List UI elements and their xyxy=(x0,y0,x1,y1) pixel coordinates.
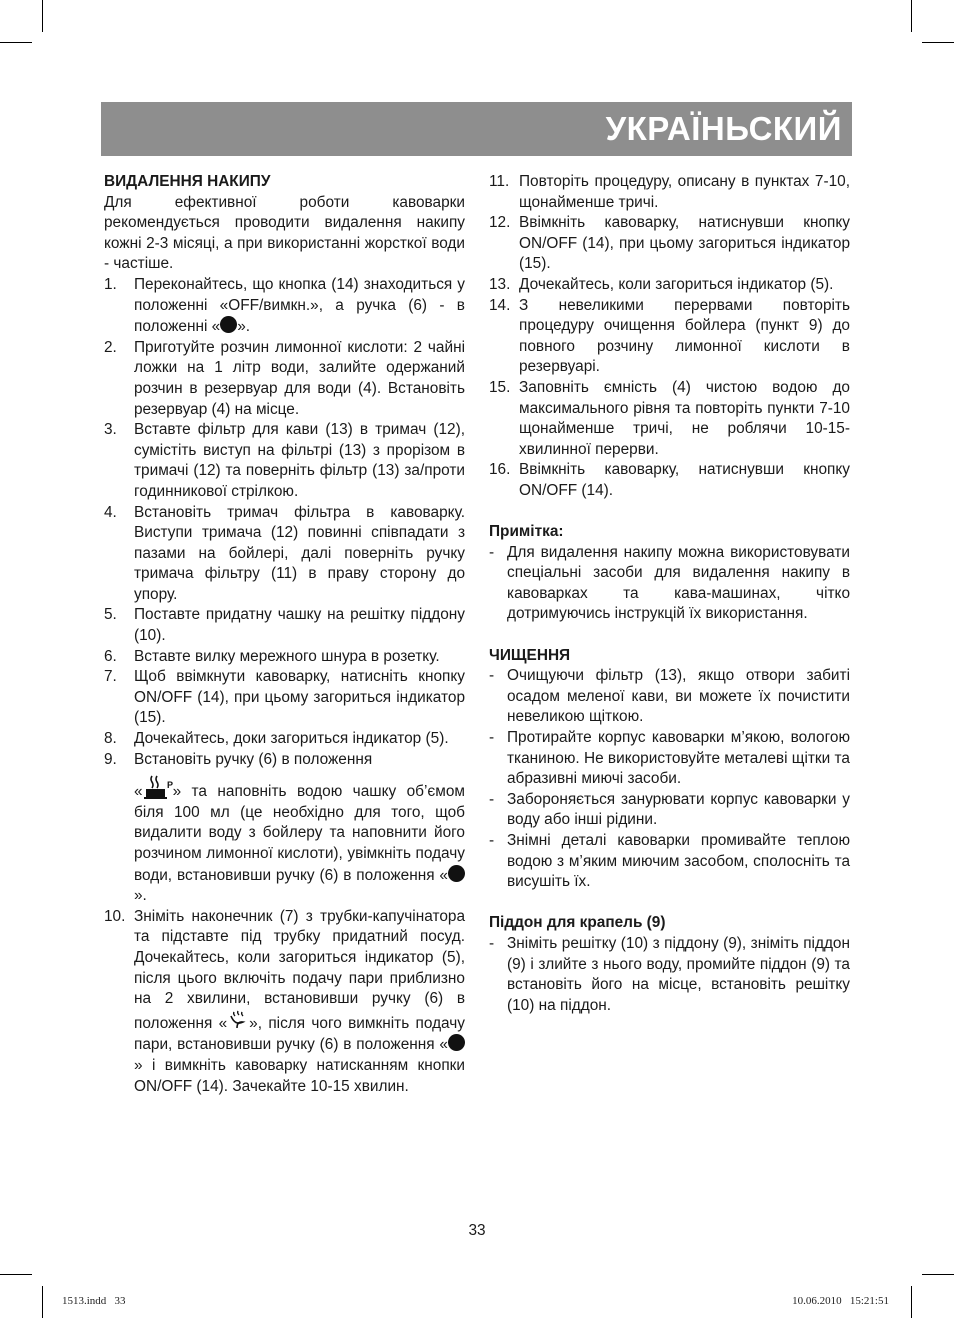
list-item: - Очищуючи фільтр (13), якщо отвори забиті осадом меленої кави, ви можете їх почистити невеликою щіткою. xyxy=(489,667,850,726)
section-heading-cleaning: ЧИЩЕННЯ xyxy=(489,646,571,664)
list-item: 15. Заповніть ємність (4) чистою водою до максимального рівня та повторіть пункти 7-10 щонайменше тричі, не роблячи 10-15-хвилинної перерви. xyxy=(489,378,850,458)
list-item: 14. З невеликими перервами повторіть процедуру очищення бойлера (пункт 9) до повного розчину лимонної кислоти в резервуарі. xyxy=(489,296,850,376)
list-item: 9. Встановіть ручку (6) в положення « P » та наповніть водою чашку об’ємом біля 100 мл (це необхідно для того, щоб видалити воду з бойлеру та наповнити його розчином лимонної кислоти), увімкніть подачу води, встановивши ручку (6) в положення «». xyxy=(104,750,465,905)
print-slug-date: 10.06.2010 15:21:51 xyxy=(792,1295,889,1307)
section-heading-drip-tray: Піддон для крапель (9) xyxy=(489,914,666,932)
list-item: 13. Дочекайтесь, коли загориться індикатор (5). xyxy=(489,275,834,293)
list-item: 12. Ввімкніть кавоварку, натиснувши кнопку ON/OFF (14), при цьому загориться індикатор (15). xyxy=(489,214,850,273)
page-title: УКРАЇНЬСКИЙ xyxy=(605,110,842,147)
list-item: - Забороняється занурювати корпус кавоварки у воду або інші рідини. xyxy=(489,790,850,829)
list-item: 4. Встановіть тримач фільтра в кавоварку. Виступи тримача (12) повинні співпадати з пазами на бойлері, далі поверніть ручку тримача фільтру (11) в праву сторону до упору. xyxy=(104,503,465,603)
cup-steam-icon xyxy=(143,774,173,800)
list-item: 16. Ввімкніть кавоварку, натиснувши кнопку ON/OFF (14). xyxy=(489,461,850,499)
list-item: 1. Переконайтесь, що кнопка (14) знаходиться у положенні «OFF/вимкн.», а ручка (6) - в положенні « ». xyxy=(104,275,465,336)
note-list xyxy=(489,543,850,625)
list-item: 8. Дочекайтесь, доки загориться індикатор (5). xyxy=(104,730,449,748)
crop-mark xyxy=(0,1274,32,1275)
list-item: - Зніміть решітку (10) з піддону (9), зніміть піддон (9) і злийте з нього воду, промийте піддон (9) та встановіть його на місце, встановіть решітку (10) на піддон. xyxy=(489,934,850,1014)
left-column xyxy=(104,172,465,1097)
list-item: 5. Поставте придатну чашку на решітку піддону (10). xyxy=(104,606,465,645)
crop-mark xyxy=(42,0,43,32)
list-item: - Знімні деталі кавоварки промивайте теплою водою з м’яким миючим засобом, сполосніть та висушіть їх. xyxy=(489,832,850,891)
print-slug-file: 1513.indd 33 xyxy=(62,1295,126,1307)
crop-mark xyxy=(922,42,954,43)
cleaning-list xyxy=(489,666,850,893)
list-item: 2. Приготуйте розчин лимонної кислоти: 2 чайні ложки на 1 літр води, залийте одержаний розчин в резервуар для води (4). Встановіть резервуар (4) на місце. xyxy=(104,338,465,418)
filled-circle-icon xyxy=(448,865,465,882)
list-item: 3. Вставте фільтр для кави (13) в тримач (12), сумістіть виступ на фільтрі (13) з прорізом в тримачі (12) та поверніть фільтр (13) за/проти годинникової стрілкою. xyxy=(104,421,465,500)
filled-circle-icon xyxy=(448,1034,465,1051)
list-item: 11. Повторіть процедуру, описану в пунктах 7-10, щонайменше тричі. xyxy=(489,173,850,211)
descaling-intro: Для ефективної роботи кавоварки рекомендується проводити видалення накипу кожні 2-3 місяці, а при використанні жорсткої води - частіше. xyxy=(104,193,465,273)
filled-circle-icon xyxy=(220,316,237,333)
descaling-steps-continued xyxy=(489,172,850,502)
list-item: - Для видалення накипу можна використовувати спеціальні засоби для видалення накипу в кавоварках та кава-машинах, чітко дотримуючись інструкцій їх використання. xyxy=(489,543,850,623)
page-number: 33 xyxy=(468,1222,486,1239)
section-heading-descaling: ВИДАЛЕННЯ НАКИПУ xyxy=(104,173,271,190)
crop-mark xyxy=(911,1286,912,1318)
drip-tray-list xyxy=(489,934,850,1016)
crop-mark xyxy=(922,1274,954,1275)
language-header-band xyxy=(101,102,852,156)
list-item: - Протирайте корпус кавоварки м’якою, вологою тканиною. Не використовуйте металеві щітки та абразивні миючі засоби. xyxy=(489,729,850,788)
svg-text:P: P xyxy=(166,780,173,791)
crop-mark xyxy=(0,42,32,43)
note-heading: Примітка: xyxy=(489,523,564,541)
list-item: 7. Щоб ввімкнути кавоварку, натисніть кнопку ON/OFF (14), при цьому загориться індикатор (15). xyxy=(104,668,465,727)
list-item: 6. Вставте вилку мережного шнура в розетку. xyxy=(104,647,440,665)
right-column xyxy=(489,172,850,1016)
crop-mark xyxy=(911,0,912,32)
list-item: 10. Зніміть наконечник (7) з трубки-капучінатора та підставте під трубку придатний посуд. Дочекайтесь, коли загориться індикатор (5), після цього включіть подачу пари приблизно на 2 хвилини, встановивши ручку (6) в положення « », після чого вимкніть подачу пари, встановивши ручку (6) в положення «» і вимкніть кавоварку натисканням кнопки ON/OFF (14). Зачекайте 10-15 хвилин. xyxy=(104,907,465,1095)
crop-mark xyxy=(42,1286,43,1318)
steam-icon xyxy=(227,1010,249,1032)
descaling-steps xyxy=(104,275,465,1097)
